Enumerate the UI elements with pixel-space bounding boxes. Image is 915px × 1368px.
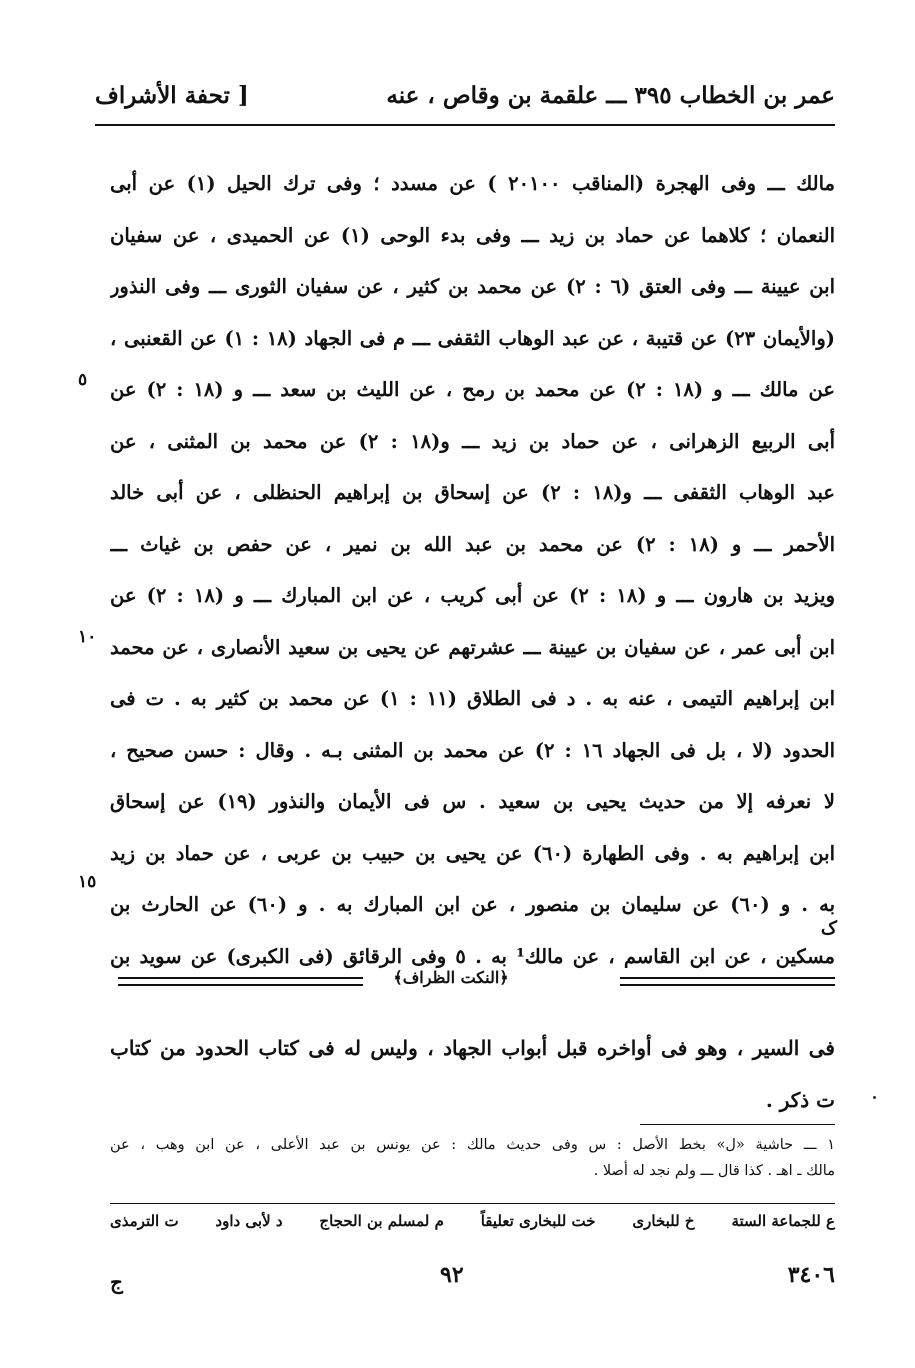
text-line: مسكين ، عن ابن القاسم ، عن مالك¹ به . ٥ وفى الرقائق (فى الكبرى) عن سويد بن bbox=[110, 944, 835, 968]
footnote-rule bbox=[640, 1124, 835, 1125]
siglum-item: م لمسلم بن الحجاج bbox=[319, 1212, 444, 1230]
siglum-item: خ للبخارى bbox=[632, 1212, 695, 1230]
text-line: ابن أبى عمر ، عن سفيان بن عيينة ـــ عشرتهم عن يحيى بن سعيد الأنصارى ، عن محمد bbox=[110, 635, 835, 659]
text-line: ابن إبراهيم به . وفى الطهارة (٦٠) عن يحيى بن حبيب بن عربى ، عن حماد بن زيد bbox=[110, 841, 835, 865]
text-line: ويزيد بن هارون ـــ و (١٨ : ٢) عن أبى كريب ، عن ابن المبارك ـــ و (١٨ : ٢) عن bbox=[110, 584, 835, 607]
siglum-item: د لأبى داود bbox=[215, 1212, 283, 1230]
text-line: ابن إبراهيم التيمى ، عنه به . د فى الطلاق (١١ : ١) عن محمد بن كثير به . ت فى bbox=[110, 687, 835, 710]
scan-speck bbox=[873, 1096, 876, 1099]
text-line: الحدود (لا ، بل فى الجهاد ١٦ : ٢) عن محمد بن المثنى بـه . وقال : حسن صحيح ، bbox=[110, 738, 835, 762]
nukat-text bbox=[110, 1022, 835, 1126]
sigla-legend bbox=[110, 1212, 835, 1242]
nukat-line: ت ذكر . bbox=[765, 1088, 835, 1112]
footnote bbox=[110, 1132, 835, 1184]
line-number-10: ١٠ bbox=[78, 627, 97, 647]
text-line: مالك ـــ وفى الهجرة (المناقب ٢٠١٠٠ ) عن مسدد ؛ وفى ترك الحيل (١) عن أبى bbox=[110, 172, 835, 195]
siglum-item: خت للبخارى تعليقاً bbox=[480, 1212, 596, 1230]
page-footer bbox=[110, 1262, 835, 1298]
volume-mark: ج bbox=[110, 1270, 123, 1294]
text-line: (والأيمان ٢٣) عن قتيبة ، عن عبد الوهاب الثقفى ـــ م فى الجهاد (١٨ : ١) عن القعنبى ، bbox=[110, 326, 835, 350]
header-book-title: [ تحفة الأشراف bbox=[95, 82, 249, 109]
sigla-rule bbox=[110, 1203, 835, 1204]
divider-rule-left bbox=[118, 977, 363, 986]
text-line: به . و (٦٠) عن سليمان بن منصور ، عن ابن المبارك به . و (٦٠) عن الحارث بن bbox=[110, 893, 835, 916]
text-line: لا نعرفه إلا من حديث يحيى بن سعيد . س فى الأيمان والنذور (١٩) عن إسحاق bbox=[110, 790, 835, 813]
text-line: الأحمر ـــ و (١٨ : ٢) عن محمد بن عبد الله بن نمير ، عن حفص بن غياث ـــ bbox=[110, 532, 835, 556]
header-rule bbox=[95, 124, 835, 126]
nukat-divider bbox=[118, 968, 835, 998]
nukat-label: ﴿النكت الظراف﴾ bbox=[393, 968, 509, 987]
nukat-line: فى السير ، وهو فى أواخره قبل أبواب الجهاد ، وليس له فى كتاب الحدود من كتاب bbox=[110, 1036, 835, 1060]
text-line: أبى الربيع الزهرانى ، عن حماد بن زيد ـــ و(١٨ : ٢) عن محمد بن المثنى ، عن bbox=[110, 429, 835, 453]
header-chapter: عمر بن الخطاب ٣٩٥ ـــ علقمة بن وقاص ، عنه bbox=[386, 82, 835, 109]
main-text bbox=[110, 158, 835, 982]
text-line: عن مالك ـــ و (١٨ : ٢) عن محمد بن رمح ، عن الليث بن سعد ـــ و (١٨ : ٢) عن bbox=[110, 378, 835, 401]
footnote-line: ١ ـــ حاشية «ل» بخط الأصل : س وفى حديث مالك : عن يونس بن عبد الأعلى ، عن ابن وهب ، عن bbox=[110, 1137, 835, 1153]
text-line: النعمان ؛ كلاهما عن حماد بن زيد ـــ وفى بدء الوحى (١) عن الحميدى ، عن سفيان bbox=[110, 223, 835, 247]
line-number-15: ١٥ bbox=[78, 872, 97, 892]
running-header bbox=[95, 78, 835, 118]
entry-number: ٣٤٠٦ bbox=[787, 1262, 835, 1288]
siglum-item: ع للجماعة الستة bbox=[731, 1212, 835, 1230]
page-number: ٩٢ bbox=[440, 1262, 464, 1288]
text-line: عبد الوهاب الثقفى ـــ و(١٨ : ٢) عن إسحاق بن إبراهيم الحنظلى ، عن أبى خالد bbox=[110, 481, 835, 504]
siglum-item: ت الترمذى bbox=[110, 1212, 179, 1230]
margin-siglum: ک bbox=[820, 918, 837, 939]
divider-rule-right bbox=[620, 977, 835, 986]
text-line: ابن عيينة ـــ وفى العتق (٦ : ٢) عن محمد بن كثير ، عن سفيان الثورى ـــ وفى النذور bbox=[110, 275, 835, 298]
footnote-line: مالك ـ اهـ . كذا قال ـــ ولم نجد له أصلا . bbox=[593, 1163, 835, 1179]
line-number-5: ٥ bbox=[78, 370, 88, 390]
